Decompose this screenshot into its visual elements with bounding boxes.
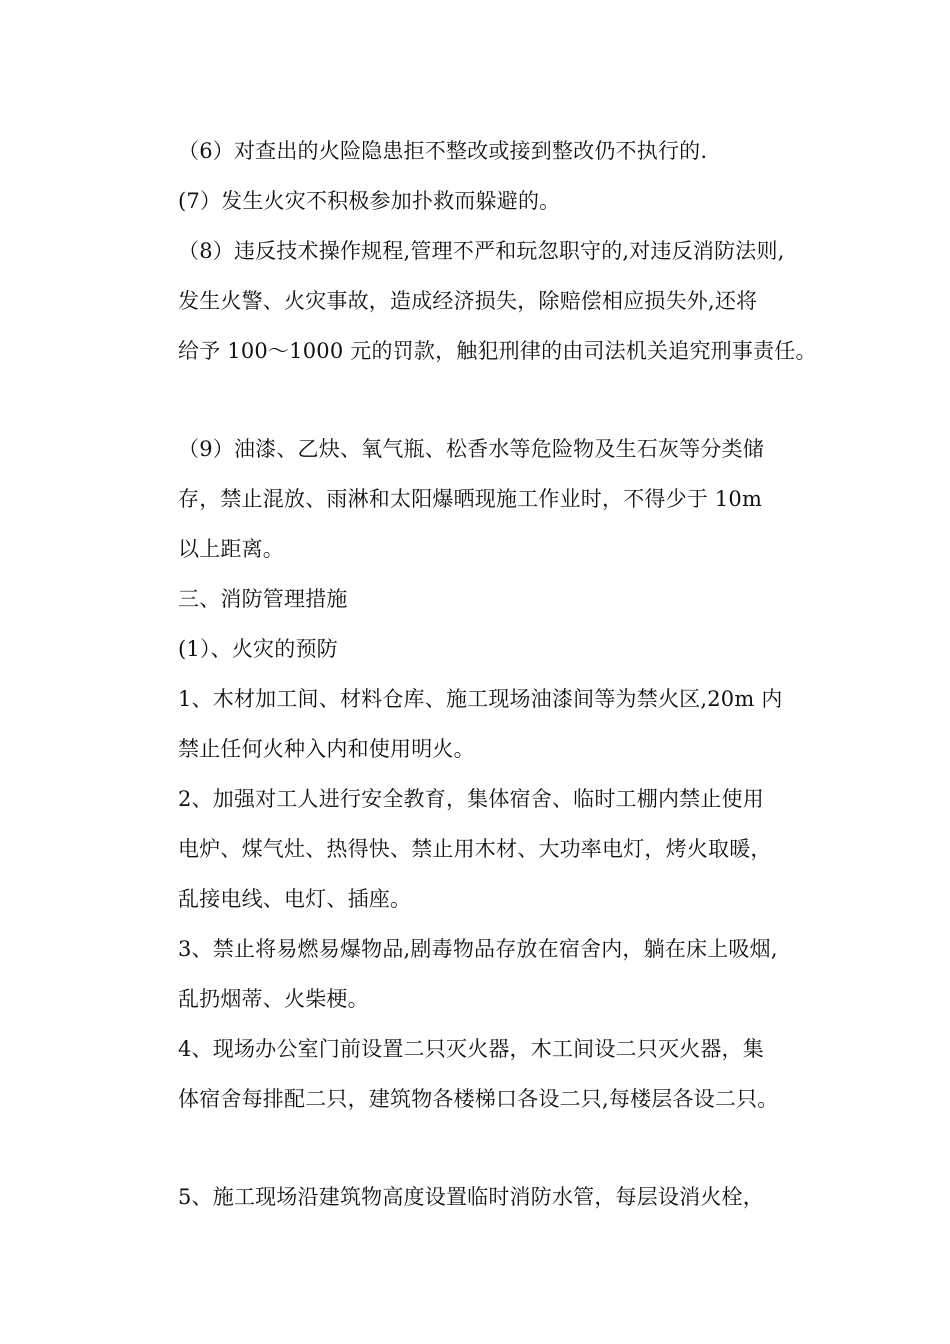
text-line-1: （6）对查出的火险隐患拒不整改或接到整改仍不执行的.	[178, 139, 708, 163]
text-line-17: 乱扔烟蒂、火柴梗。	[178, 987, 369, 1011]
text-line-13: 2、加强对工人进行安全教育，集体宿舍、临时工棚内禁止使用	[178, 787, 764, 811]
text-line-20: 5、施工现场沿建筑物高度设置临时消防水管，每层设消火栓，	[178, 1185, 764, 1209]
text-line-5: 给予 100～1000 元的罚款，触犯刑律的由司法机关追究刑事责任。	[178, 339, 817, 363]
subsection-heading: (1）、火灾的预防	[178, 637, 338, 661]
text-line-3: （8）违反技术操作规程,管理不严和玩忽职守的,对违反消防法则,	[178, 239, 785, 263]
text-line-19: 体宿舍每排配二只，建筑物各楼梯口各设二只,每楼层各设二只。	[178, 1087, 779, 1111]
text-line-8: 以上距离。	[178, 537, 284, 561]
text-line-4: 发生火警、火灾事故，造成经济损失，除赔偿相应损失外,还将	[178, 289, 758, 313]
text-line-11: 1、木材加工间、材料仓库、施工现场油漆间等为禁火区,20m 内	[178, 687, 783, 711]
text-line-14: 电炉、煤气灶、热得快、禁止用木材、大功率电灯，烤火取暖，	[178, 837, 772, 861]
text-line-18: 4、现场办公室门前设置二只灭火器，木工间设二只灭火器，集	[178, 1037, 764, 1061]
section-heading: 三、消防管理措施	[178, 587, 348, 611]
text-line-12: 禁止任何火种入内和使用明火。	[178, 737, 475, 761]
text-line-15: 乱接电线、电灯、插座。	[178, 887, 412, 911]
text-line-2: (7）发生火灾不积极参加扑救而躲避的。	[178, 189, 561, 213]
text-line-7: 存，禁止混放、雨淋和太阳爆晒现施工作业时，不得少于 10m	[178, 487, 763, 511]
text-line-6: （9）油漆、乙炔、氧气瓶、松香水等危险物及生石灰等分类储	[178, 437, 764, 461]
text-line-16: 3、禁止将易燃易爆物品,剧毒物品存放在宿舍内，躺在床上吸烟,	[178, 937, 778, 961]
